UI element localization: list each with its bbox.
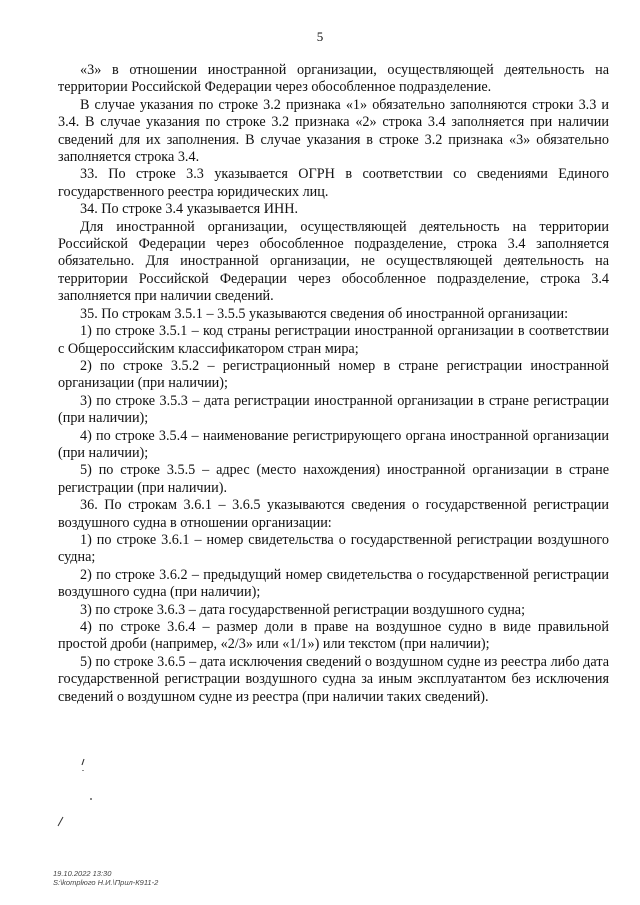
list-item: 5) по строке 3.5.5 – адрес (место нахождения) иностранной организации в стране регистрации (при наличии). [58, 462, 609, 496]
list-item: 3) по строке 3.5.3 – дата регистрации иностранной организации в стране регистрации (при наличии); [58, 392, 609, 427]
list-item: 4) по строке 3.5.4 – наименование регистрирующего органа иностранной организации (при наличии); [58, 427, 609, 461]
paragraph: Для иностранной организации, осуществляющей деятельность на территории Российской Федерации через обособленное подразделение, строка 3.4 заполняется обязательно. Для иностранной организации, не осуществляющей деятельность на территории Российской Федерации через обособленное подразделение, строка 3.4 заполняется при наличии сведений. [58, 218, 609, 305]
footer-stamp [53, 869, 158, 887]
page-number: 5 [316, 29, 324, 44]
pen-mark [82, 759, 84, 771]
list-item: 1) по строке 3.5.1 – код страны регистрации иностранной организации в соответствии с Общероссийским классификатором стран мира; [58, 323, 609, 357]
pen-mark [58, 817, 63, 826]
paragraph-35: 35. По строкам 3.5.1 – 3.5.5 указываются сведения об иностранной организации: [80, 305, 569, 322]
list-item: 1) по строке 3.6.1 – номер свидетельства о государственной регистрации воздушного судна; [58, 531, 609, 566]
list-item: 3) по строке 3.6.3 – дата государственной регистрации воздушного судна; [80, 601, 526, 618]
paragraph-continuation: «3» в отношении иностранной организации, осуществляющей деятельность на территории Российской Федерации через обособленное подразделение. [58, 62, 609, 96]
document-body [58, 62, 609, 706]
paragraph-33: 33. По строке 3.3 указывается ОГРН в соответствии со сведениями Единого государственного реестра юридических лиц. [58, 166, 609, 200]
list-item: 4) по строке 3.6.4 – размер доли в праве на воздушное судно в виде правильной простой дроби (например, «2/3» или «1/1») или текстом (при наличии); [58, 619, 609, 653]
footer-timestamp: 19.10.2022 13:30 [53, 869, 112, 878]
paragraph-36: 36. По строкам 3.6.1 – 3.6.5 указываются сведения о государственной регистрации воздушного судна в отношении организации: [58, 497, 609, 531]
paragraph: В случае указания по строке 3.2 признака «1» обязательно заполняются строки 3.3 и 3.4. В случае указания по строке 3.2 признака «2» строка 3.4 заполняется при наличии сведений для их заполнения. В случае указания в строке 3.2 признака «3» обязательно заполняется строка 3.4. [58, 96, 609, 166]
paragraph-34: 34. По строке 3.4 указывается ИНН. [80, 201, 299, 218]
footer-file-path: S:\komplюго Н.И.\Прил-К911-2 [53, 878, 159, 887]
list-item: 2) по строке 3.5.2 – регистрационный номер в стране регистрации иностранной организации (при наличии); [58, 357, 609, 392]
list-item: 5) по строке 3.6.5 – дата исключения сведений о воздушном судне из реестра либо дата государственной регистрации воздушного судна за иным эксплуатантом без исключения сведений о воздушном судне из реестра (при наличии таких сведений). [58, 653, 609, 705]
list-item: 2) по строке 3.6.2 – предыдущий номер свидетельства о государственной регистрации воздушного судна (при наличии); [58, 566, 609, 601]
